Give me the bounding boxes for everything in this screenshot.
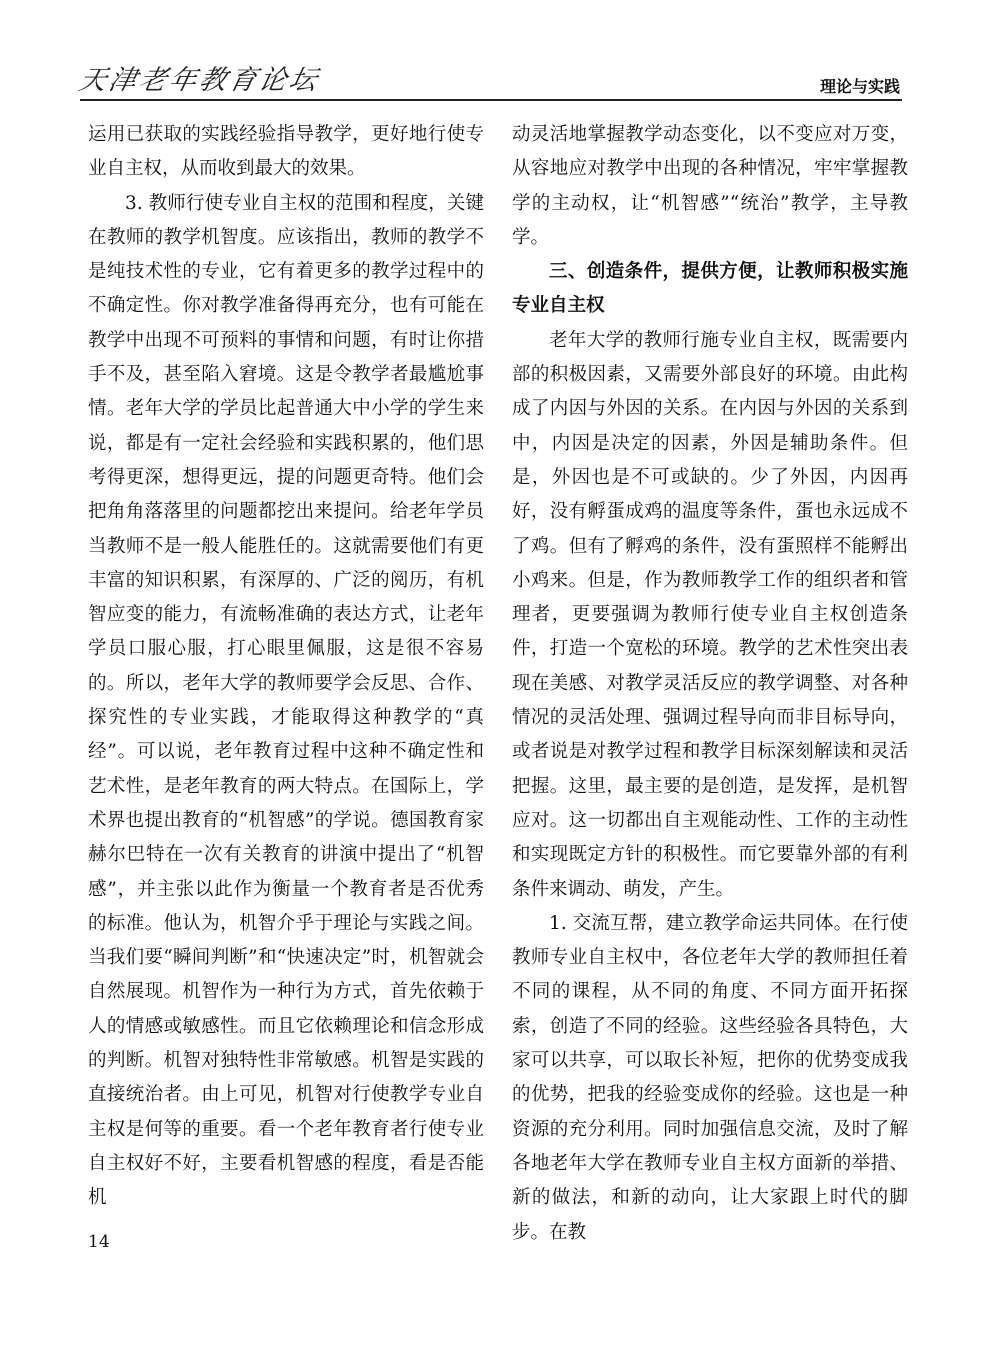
paragraph: 1. 交流互帮，建立教学命运共同体。在行使教师专业自主权中，各位老年大学的教师担任着不同的课程，从不同的角度、不同方面开拓探索，创造了不同的经验。这些经验各具特色，大家可以共享，可以取长补短，把你的优势变成我的优势，把我的经验变成你的经验。这也是一种资源的充分利用。同时加强信息交流，及时了解各地老年大学在教师专业自主权方面新的举措、新的做法，和新的动向，让大家跟上时代的脚步。在教 <box>512 912 908 1243</box>
section-title: 理论与实践 <box>819 77 900 96</box>
page-header <box>76 58 902 100</box>
paragraph: 动灵活地掌握教学动态变化，以不变应对万变，从容地应对教学中出现的各种情况，牢牢掌握教学的主动权，让“机智感”“统治”教学，主导教学。 <box>512 124 908 248</box>
page-number: 14 <box>88 1232 110 1252</box>
right-column <box>512 118 908 1250</box>
left-column <box>88 118 484 1216</box>
paragraph: 运用已获取的实践经验指导教学，更好地行使专业自主权，从而收到最大的效果。 <box>88 124 484 180</box>
header-rule <box>80 99 902 101</box>
section-heading: 三、创造条件，提供方便，让教师积极实施专业自主权 <box>512 261 908 317</box>
paragraph: 老年大学的教师行施专业自主权，既需要内部的积极因素，又需要外部良好的环境。由此构成了内因与外因的关系。在内因与外因的关系到中，内因是决定的因素，外因是辅助条件。但是，外因也是不可或缺的。少了外因，内因再好，没有孵蛋成鸡的温度等条件，蛋也永远成不了鸡。但有了孵鸡的条件，没有蛋照样不能孵出小鸡来。但是，作为教师教学工作的组织者和管理者，更要强调为教师行使专业自主权创造条件，打造一个宽松的环境。教学的艺术性突出表现在美感、对教学灵活反应的教学调整、对各种情况的灵活处理、强调过程导向而非目标导向，或者说是对教学过程和教学目标深刻解读和灵活把握。这里，最主要的是创造，是发挥，是机智应对。这一切都出自主观能动性、工作的主动性和实现既定方针的积极性。而它要靠外部的有利条件来调动、萌发，产生。 <box>512 329 908 900</box>
paragraph: 3. 教师行使专业自主权的范围和程度，关键在教师的教学机智度。应该指出，教师的教学不是纯技术性的专业，它有着更多的教学过程中的不确定性。你对教学准备得再充分，也有可能在教学中出现不可预料的事情和问题，有时让你措手不及，甚至陷入窘境。这是令教学者最尴尬事情。老年大学的学员比起普通大中小学的学生来说，都是有一定社会经验和实践积累的，他们思考得更深，想得更远，提的问题更奇特。他们会把角角落落里的问题都挖出来提问。给老年学员当教师不是一般人能胜任的。这就需要他们有更丰富的知识积累，有深厚的、广泛的阅历，有机智应变的能力，有流畅准确的表达方式，让老年学员口服心服，打心眼里佩服，这是很不容易的。所以，老年大学的教师要学会反思、合作、探究性的专业实践，才能取得这种教学的“真经”。可以说，老年教育过程中这种不确定性和艺术性，是老年教育的两大特点。在国际上，学术界也提出教育的“机智感”的学说。德国教育家赫尔巴特在一次有关教育的讲演中提出了“机智感”，并主张以此作为衡量一个教育者是否优秀的标准。他认为，机智介乎于理论与实践之间。当我们要“瞬间判断”和“快速决定”时，机智就会自然展现。机智作为一种行为方式，首先依赖于人的情感或敏感性。而且它依赖理论和信念形成的判断。机智对独特性非常敏感。机智是实践的直接统治者。由上可见，机智对行使教学专业自主权是何等的重要。看一个老年教育者行使专业自主权好不好，主要看机智感的程度，看是否能机 <box>88 192 484 1209</box>
journal-logo: 天津老年教育论坛 <box>76 65 323 96</box>
